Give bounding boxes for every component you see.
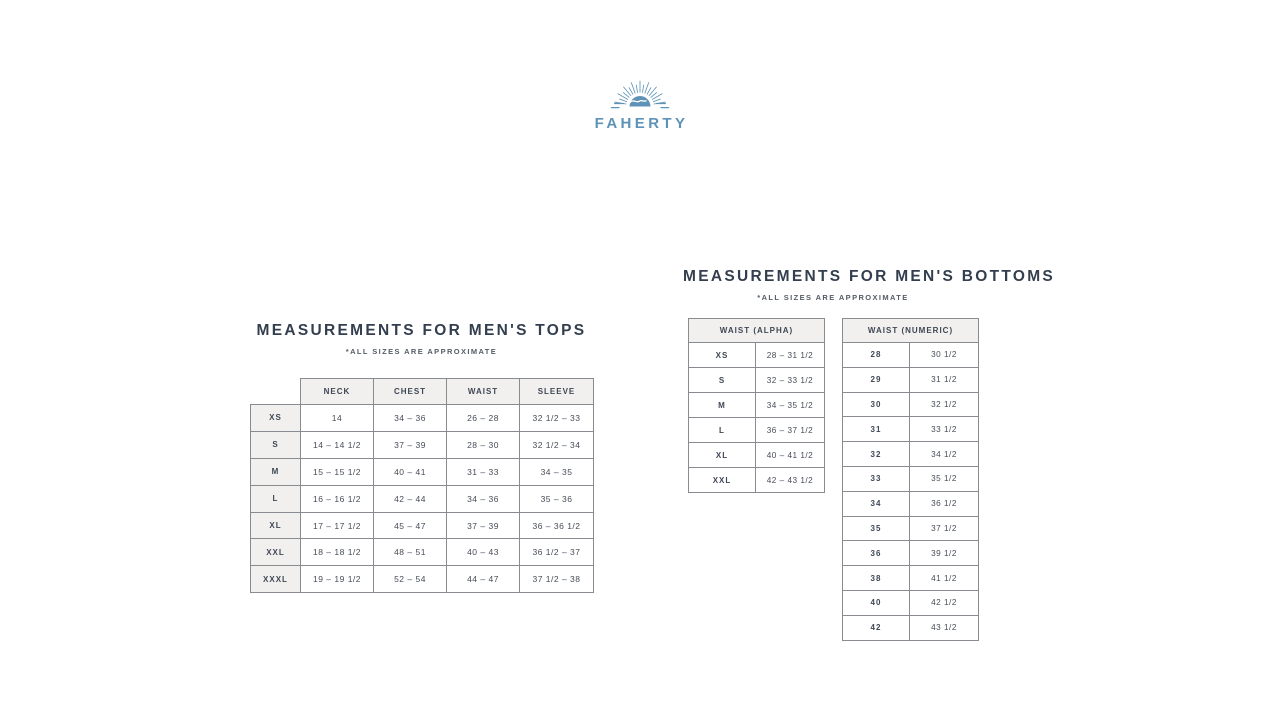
size-cell: L xyxy=(689,418,756,443)
table-row xyxy=(843,615,979,640)
value-cell: 14 – 14 1/2 xyxy=(301,431,374,458)
value-cell: 42 1/2 xyxy=(910,590,979,615)
table-row xyxy=(843,516,979,541)
table-row xyxy=(251,539,594,566)
bottoms-section-header xyxy=(683,268,1056,302)
table-row xyxy=(843,566,979,591)
table-row xyxy=(843,367,979,392)
column-header: SLEEVE xyxy=(520,379,594,405)
size-cell: XL xyxy=(689,443,756,468)
size-cell: 33 xyxy=(843,466,910,491)
value-cell: 31 1/2 xyxy=(910,367,979,392)
value-cell: 36 – 36 1/2 xyxy=(520,512,594,539)
value-cell: 48 – 51 xyxy=(374,539,447,566)
table-row xyxy=(843,491,979,516)
size-cell: 34 xyxy=(843,491,910,516)
value-cell: 16 – 16 1/2 xyxy=(301,485,374,512)
value-cell: 34 – 36 xyxy=(374,405,447,432)
value-cell: 39 1/2 xyxy=(910,541,979,566)
value-cell: 36 1/2 xyxy=(910,491,979,516)
value-cell: 37 – 39 xyxy=(374,431,447,458)
table-row xyxy=(689,443,825,468)
table-row xyxy=(843,417,979,442)
table-header: WAIST (NUMERIC) xyxy=(843,319,979,343)
table-row xyxy=(251,485,594,512)
size-cell: 30 xyxy=(843,392,910,417)
size-cell: XXL xyxy=(251,539,301,566)
value-cell: 44 – 47 xyxy=(447,566,520,593)
value-cell: 36 1/2 – 37 xyxy=(520,539,594,566)
value-cell: 34 – 35 xyxy=(520,458,594,485)
column-header: CHEST xyxy=(374,379,447,405)
waist-numeric-table xyxy=(842,318,979,641)
value-cell: 36 – 37 1/2 xyxy=(756,418,825,443)
value-cell: 40 – 41 1/2 xyxy=(756,443,825,468)
bottoms-title: MEASUREMENTS FOR MEN'S BOTTOMS xyxy=(683,268,1056,285)
value-cell: 32 – 33 1/2 xyxy=(756,368,825,393)
value-cell: 19 – 19 1/2 xyxy=(301,566,374,593)
value-cell: 34 – 35 1/2 xyxy=(756,393,825,418)
size-cell: 31 xyxy=(843,417,910,442)
value-cell: 28 – 31 1/2 xyxy=(756,343,825,368)
corner-cell xyxy=(251,379,301,405)
size-cell: L xyxy=(251,485,301,512)
size-cell: 29 xyxy=(843,367,910,392)
table-row xyxy=(689,343,825,368)
size-cell: 38 xyxy=(843,566,910,591)
table-row xyxy=(251,512,594,539)
value-cell: 30 1/2 xyxy=(910,343,979,368)
table-row xyxy=(689,393,825,418)
value-cell: 26 – 28 xyxy=(447,405,520,432)
size-cell: 32 xyxy=(843,442,910,467)
mens-tops-table xyxy=(250,378,594,593)
value-cell: 32 1/2 – 34 xyxy=(520,431,594,458)
size-cell: S xyxy=(689,368,756,393)
tops-title: MEASUREMENTS FOR MEN'S TOPS xyxy=(256,322,587,339)
value-cell: 34 1/2 xyxy=(910,442,979,467)
value-cell: 15 – 15 1/2 xyxy=(301,458,374,485)
table-row xyxy=(843,442,979,467)
table-row xyxy=(843,590,979,615)
value-cell: 40 – 41 xyxy=(374,458,447,485)
value-cell: 41 1/2 xyxy=(910,566,979,591)
table-row xyxy=(251,431,594,458)
size-cell: XXL xyxy=(689,468,756,493)
size-cell: 35 xyxy=(843,516,910,541)
value-cell: 40 – 43 xyxy=(447,539,520,566)
waist-alpha-table xyxy=(688,318,825,493)
table-row xyxy=(689,368,825,393)
value-cell: 33 1/2 xyxy=(910,417,979,442)
table-row xyxy=(251,405,594,432)
value-cell: 42 – 43 1/2 xyxy=(756,468,825,493)
value-cell: 37 – 39 xyxy=(447,512,520,539)
table-header-row xyxy=(689,319,825,343)
bottoms-subtitle: *ALL SIZES ARE APPROXIMATE xyxy=(757,293,909,302)
table-row xyxy=(251,566,594,593)
value-cell: 35 – 36 xyxy=(520,485,594,512)
size-cell: XS xyxy=(689,343,756,368)
value-cell: 35 1/2 xyxy=(910,466,979,491)
size-cell: M xyxy=(251,458,301,485)
value-cell: 42 – 44 xyxy=(374,485,447,512)
value-cell: 17 – 17 1/2 xyxy=(301,512,374,539)
size-cell: XS xyxy=(251,405,301,432)
tops-header-row xyxy=(251,379,594,405)
size-cell: XL xyxy=(251,512,301,539)
tops-subtitle: *ALL SIZES ARE APPROXIMATE xyxy=(345,347,498,356)
table-row xyxy=(251,458,594,485)
size-cell: M xyxy=(689,393,756,418)
size-cell: S xyxy=(251,431,301,458)
table-row xyxy=(843,343,979,368)
value-cell: 28 – 30 xyxy=(447,431,520,458)
column-header: WAIST xyxy=(447,379,520,405)
size-cell: 40 xyxy=(843,590,910,615)
table-row xyxy=(689,418,825,443)
value-cell: 45 – 47 xyxy=(374,512,447,539)
value-cell: 32 1/2 – 33 xyxy=(520,405,594,432)
table-row xyxy=(843,541,979,566)
value-cell: 14 xyxy=(301,405,374,432)
size-cell: 36 xyxy=(843,541,910,566)
value-cell: 52 – 54 xyxy=(374,566,447,593)
size-cell: XXXL xyxy=(251,566,301,593)
table-header-row xyxy=(843,319,979,343)
size-cell: 28 xyxy=(843,343,910,368)
brand-wordmark: FAHERTY xyxy=(594,115,689,132)
value-cell: 34 – 36 xyxy=(447,485,520,512)
brand-logo xyxy=(589,72,691,132)
value-cell: 31 – 33 xyxy=(447,458,520,485)
tops-section-header xyxy=(250,322,593,356)
value-cell: 37 1/2 xyxy=(910,516,979,541)
table-row xyxy=(843,392,979,417)
value-cell: 18 – 18 1/2 xyxy=(301,539,374,566)
value-cell: 43 1/2 xyxy=(910,615,979,640)
value-cell: 37 1/2 – 38 xyxy=(520,566,594,593)
table-row xyxy=(843,466,979,491)
sun-wave-logo-icon xyxy=(601,72,679,114)
table-row xyxy=(689,468,825,493)
table-header: WAIST (ALPHA) xyxy=(689,319,825,343)
value-cell: 32 1/2 xyxy=(910,392,979,417)
size-cell: 42 xyxy=(843,615,910,640)
column-header: NECK xyxy=(301,379,374,405)
